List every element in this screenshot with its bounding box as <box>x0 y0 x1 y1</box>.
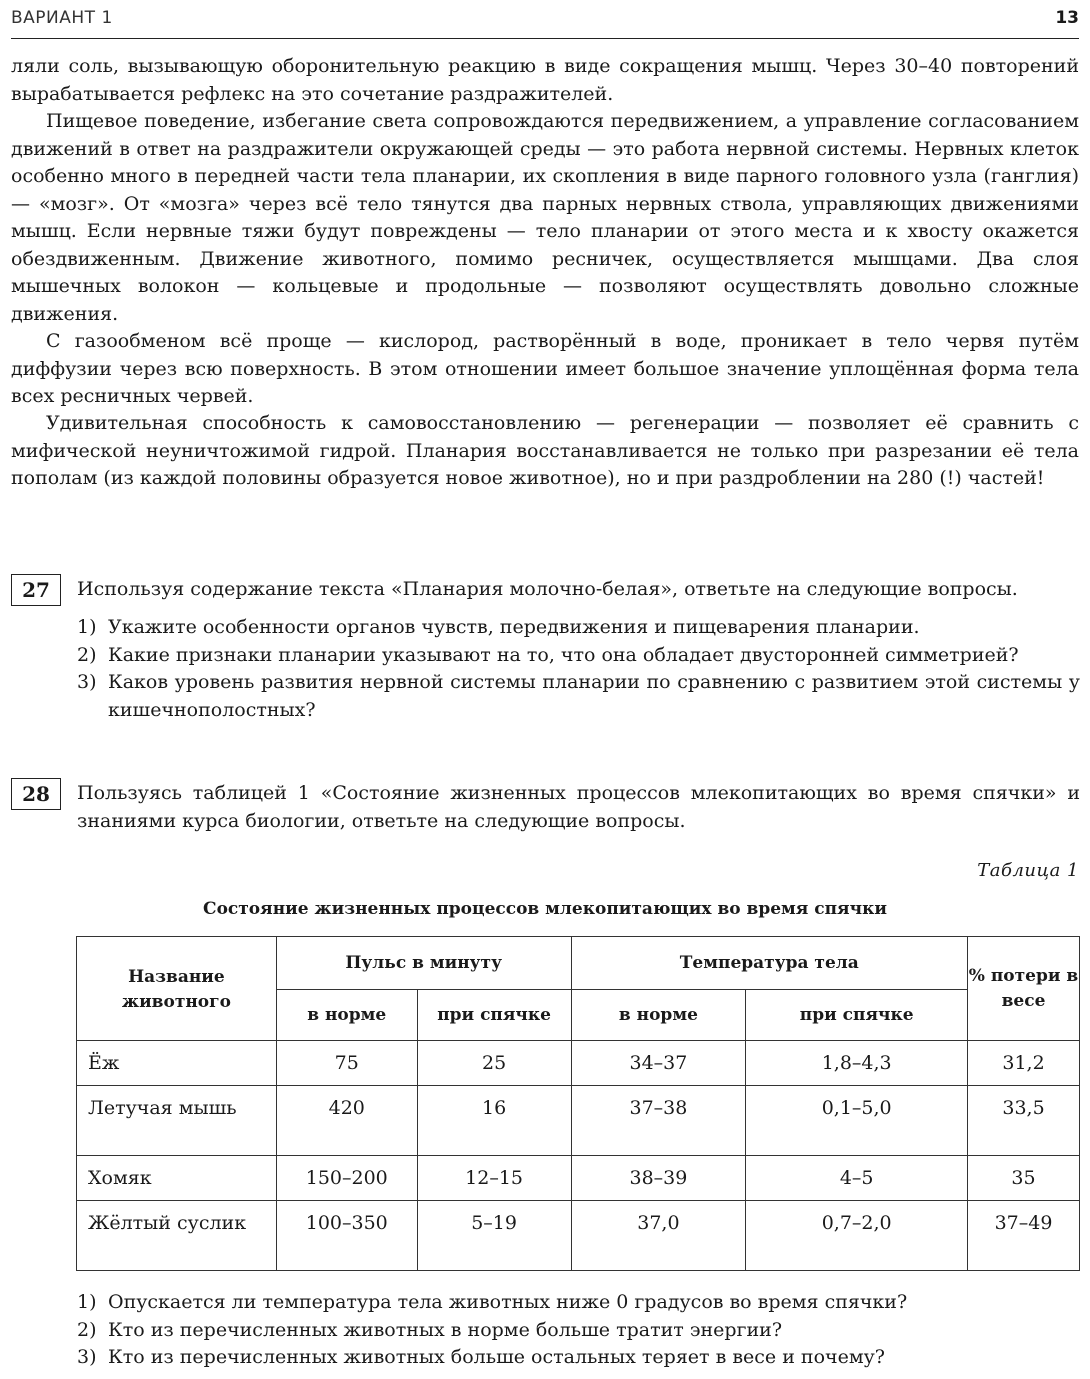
table-row <box>77 1201 1080 1271</box>
cell-animal: Жёлтый суслик <box>77 1201 277 1271</box>
table-row <box>77 1041 1080 1086</box>
header-temp-normal: в норме <box>571 990 746 1041</box>
cell-weight-loss: 31,2 <box>968 1041 1080 1086</box>
question-28-list <box>77 1289 1080 1372</box>
cell-pulse-hibernation: 5–19 <box>417 1201 571 1271</box>
cell-temp-hibernation: 0,7–2,0 <box>746 1201 968 1271</box>
cell-temp-normal: 37,0 <box>571 1201 746 1271</box>
table-row <box>77 1086 1080 1156</box>
table-row <box>77 1156 1080 1201</box>
page-number: 13 <box>1055 8 1079 28</box>
question-28-item: 2) Кто из перечисленных животных в норме больше тратит энергии? <box>77 1318 782 1341</box>
cell-weight-loss: 37–49 <box>968 1201 1080 1271</box>
header-pulse-hibernation: при спячке <box>417 990 571 1041</box>
cell-temp-normal: 38–39 <box>571 1156 746 1201</box>
page-header <box>11 6 1079 39</box>
question-27-intro: Используя содержание текста «Планария молочно-белая», ответьте на следующие вопросы. <box>77 578 1018 600</box>
question-27-number: 27 <box>11 574 61 606</box>
cell-temp-hibernation: 4–5 <box>746 1156 968 1201</box>
question-27-list <box>77 614 1080 724</box>
paragraph-nervous-system: Пищевое поведение, избегание света сопровождаются передвижением, а управление согласованием движений в ответ на раздражители окружающей среды — это работа нервной системы. Нервных клеток особенно много в передней части тела планарии, их скопления в виде парного головного узла (ганглия) — «мозг». От «мозга» через всё тело тянутся два парных нервных ствола, управляющих движениями мышц. Если нервные тяжи будут повреждены — тело планарии от этого места и к хвосту окажется обездвиженным. Движение животного, помимо ресничек, осуществляется мышцами. Два слоя мышечных волокон — кольцевые и продольные — позволяют осуществлять довольно сложные движения. <box>11 110 1079 325</box>
question-28-intro: Пользуясь таблицей 1 «Состояние жизненных процессов млекопитающих во время спячки» и знаниями курса биологии, ответьте на следующие вопросы. <box>77 782 1080 832</box>
cell-pulse-hibernation: 16 <box>417 1086 571 1156</box>
header-temp-hibernation: при спячке <box>746 990 968 1041</box>
question-27-item: 3) Каков уровень развития нервной системы планарии по сравнению с развитием этой системы у кишечнополостных? <box>77 671 1080 721</box>
question-28-item: 1) Опускается ли температура тела животных ниже 0 градусов во время спячки? <box>77 1291 908 1313</box>
question-28-number: 28 <box>11 778 61 810</box>
cell-pulse-normal: 420 <box>276 1086 417 1156</box>
paragraph-regeneration: Удивительная способность к самовосстановлению — регенерации — позволяет её сравнить с мифической неуничтожимой гидрой. Планария восстанавливается не только при разрезании её тела пополам (из каждой половины образуется новое животное), но и при раздроблении на 280 (!) частей! <box>11 412 1079 489</box>
paragraph-continued: ляли соль, вызывающую оборонительную реакцию в виде сокращения мышц. Через 30–40 повторений вырабатывается рефлекс на это сочетание раздражителей. <box>11 55 1079 105</box>
cell-temp-normal: 37–38 <box>571 1086 746 1156</box>
hibernation-table <box>76 936 1080 1271</box>
cell-temp-hibernation: 1,8–4,3 <box>746 1041 968 1086</box>
paragraph-gas-exchange: С газообменом всё проще — кислород, растворённый в воде, проникает в тело червя путём диффузии через всю поверхность. В этом отношении имеет большое значение уплощённая форма тела всех ресничных червей. <box>11 330 1079 407</box>
cell-weight-loss: 33,5 <box>968 1086 1080 1156</box>
question-27-item: 2) Какие признаки планарии указывают на то, что она обладает двусторонней симметрией? <box>77 643 1019 666</box>
cell-pulse-normal: 75 <box>276 1041 417 1086</box>
table-caption: Таблица 1 <box>977 860 1079 881</box>
cell-animal: Ёж <box>77 1041 277 1086</box>
variant-label: ВАРИАНТ 1 <box>11 8 113 28</box>
header-pulse: Пульс в минуту <box>276 937 571 990</box>
header-weight-loss: % потери в весе <box>968 937 1080 1041</box>
cell-temp-normal: 34–37 <box>571 1041 746 1086</box>
question-28-item: 3) Кто из перечисленных животных больше остальных теряет в весе и почему? <box>77 1346 885 1368</box>
header-temperature: Температура тела <box>571 937 968 990</box>
cell-animal: Хомяк <box>77 1156 277 1201</box>
table-title: Состояние жизненных процессов млекопитающих во время спячки <box>203 899 887 919</box>
question-27-item: 1) Укажите особенности органов чувств, передвижения и пищеварения планарии. <box>77 616 920 638</box>
cell-pulse-hibernation: 25 <box>417 1041 571 1086</box>
cell-weight-loss: 35 <box>968 1156 1080 1201</box>
cell-pulse-hibernation: 12–15 <box>417 1156 571 1201</box>
cell-animal: Летучая мышь <box>77 1086 277 1156</box>
cell-temp-hibernation: 0,1–5,0 <box>746 1086 968 1156</box>
header-pulse-normal: в норме <box>276 990 417 1041</box>
cell-pulse-normal: 150–200 <box>276 1156 417 1201</box>
cell-pulse-normal: 100–350 <box>276 1201 417 1271</box>
header-animal-name: Название животного <box>77 937 277 1041</box>
